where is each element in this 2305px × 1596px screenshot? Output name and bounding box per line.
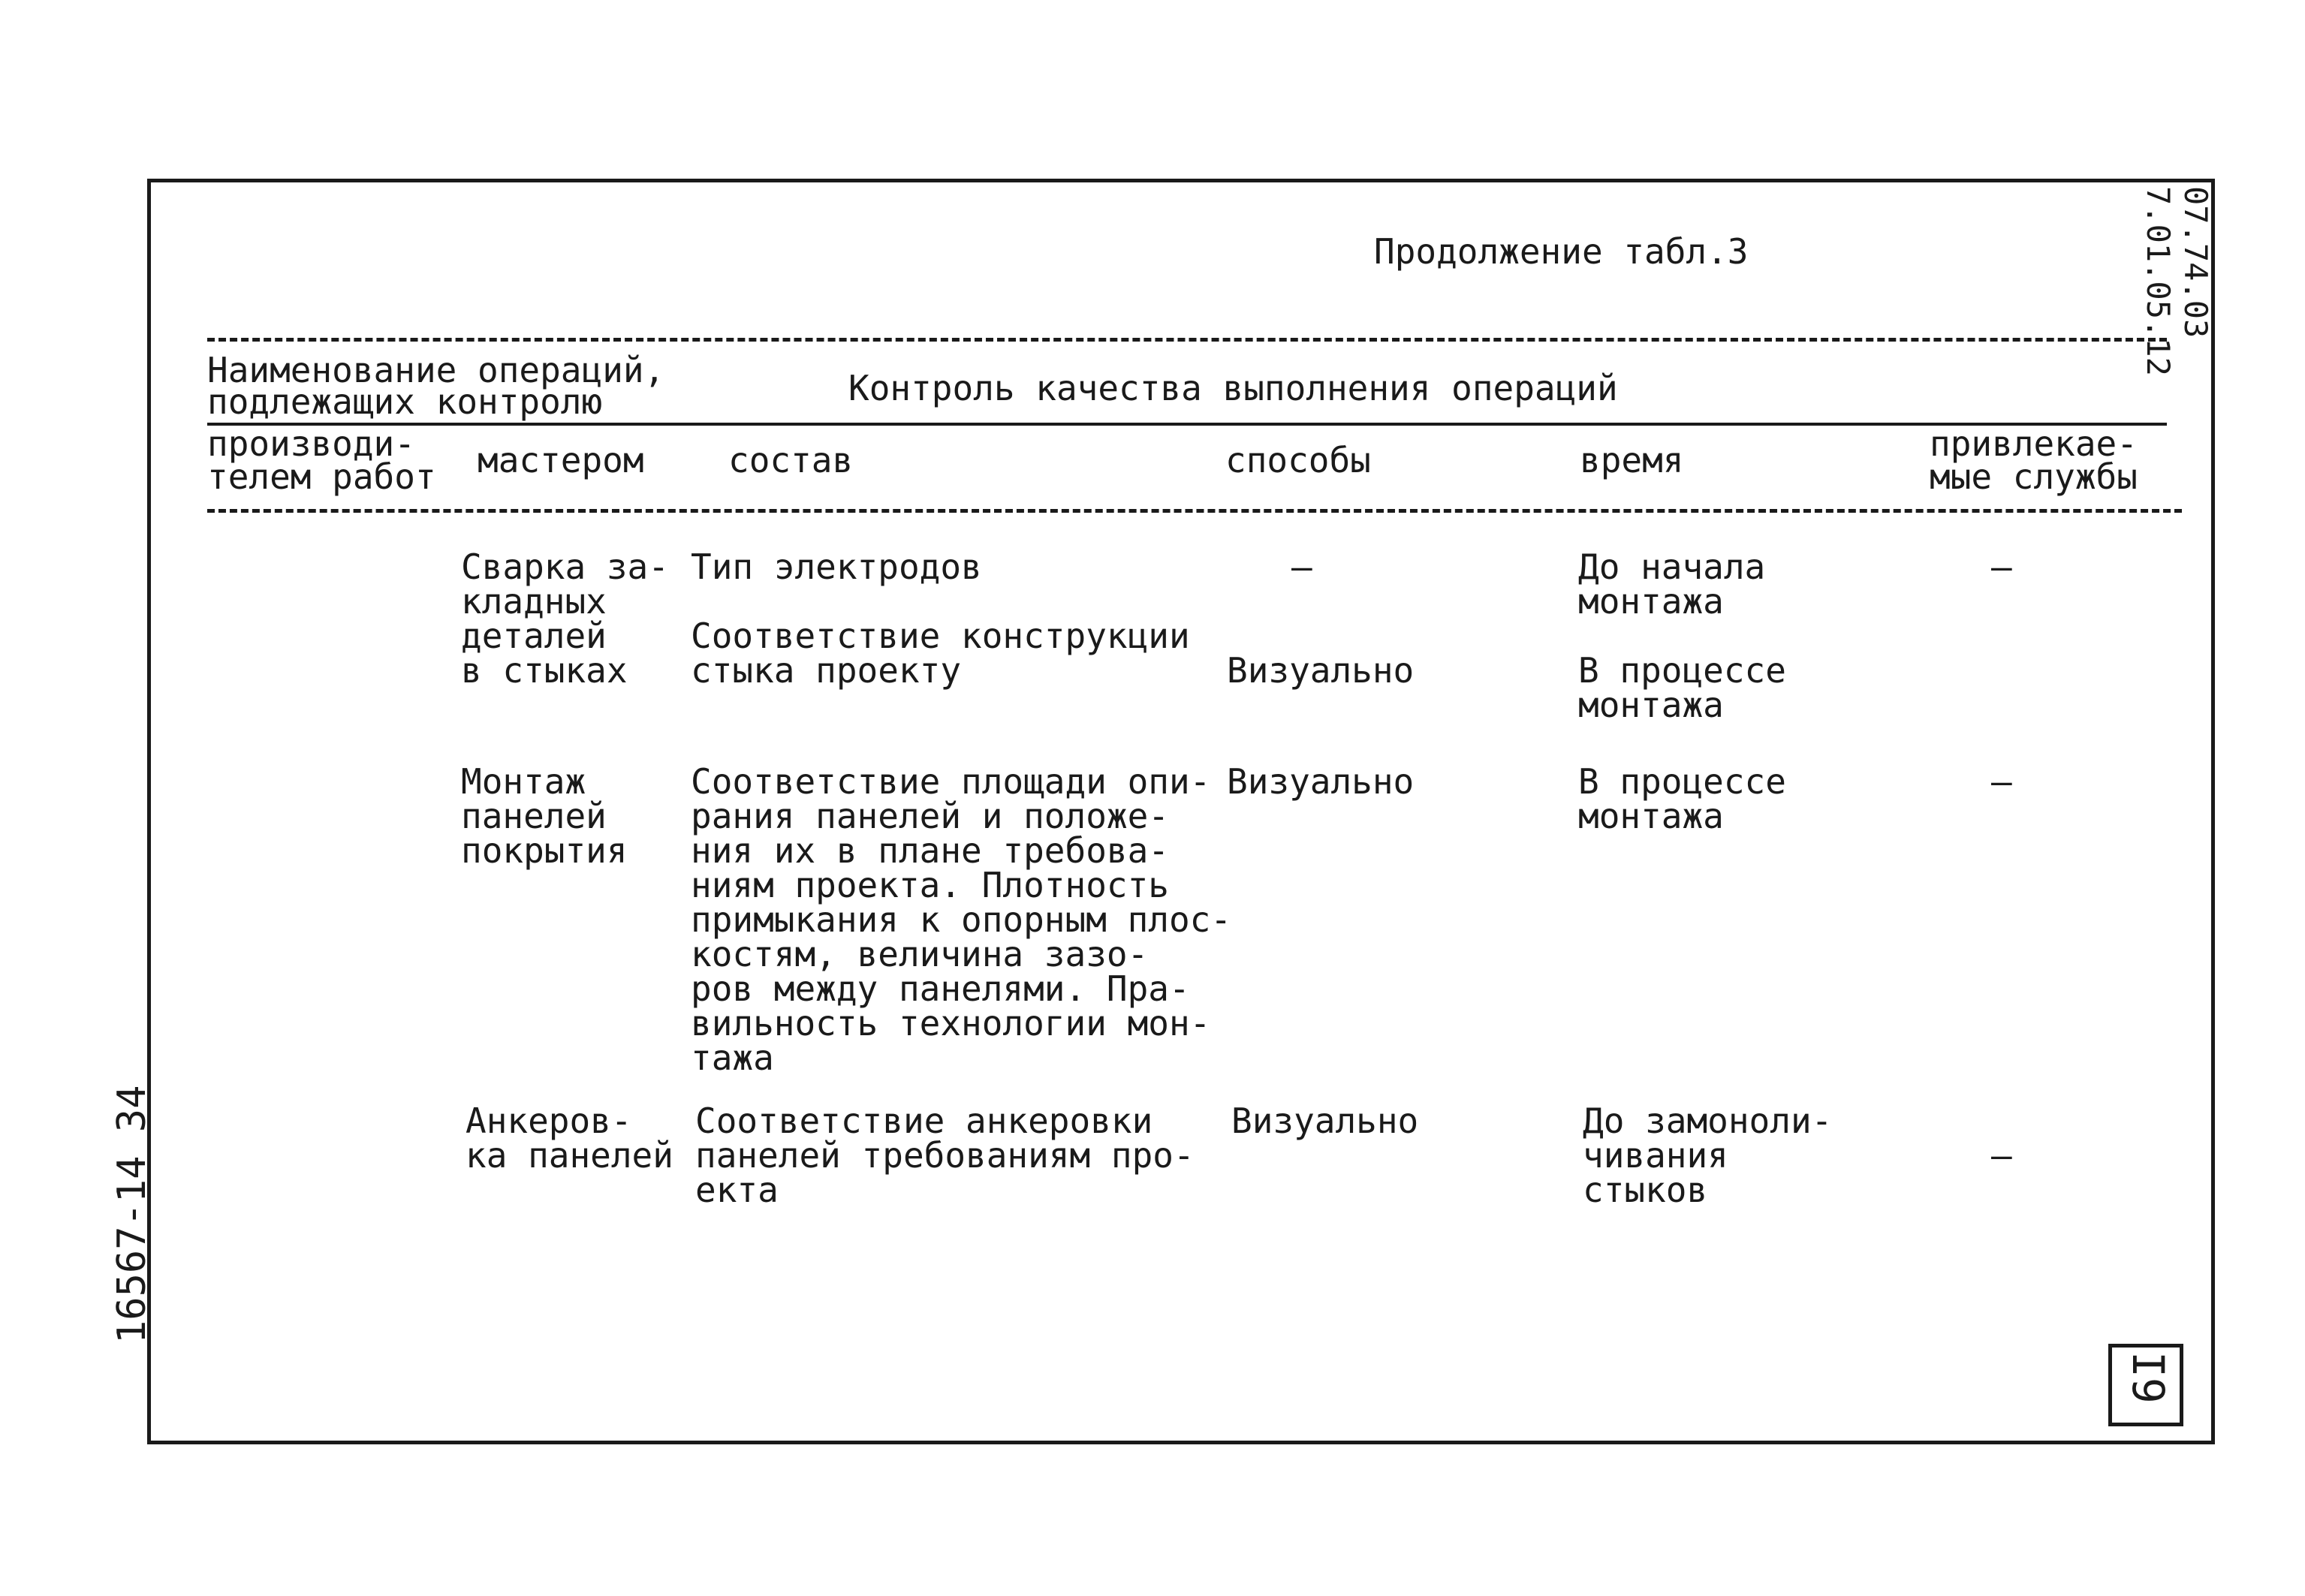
col-services-line2: мые службы (1930, 456, 2138, 497)
col-time: время (1580, 440, 1684, 480)
row3-composition-1: Соответствие анкеровки (695, 1101, 1153, 1141)
left-margin-code: 16567-14 34 (110, 1085, 155, 1344)
row1-method-1: – (1291, 547, 1312, 587)
row3-time-2: чивания (1583, 1135, 1728, 1176)
row1-composition2-2: стыка проекту (691, 650, 962, 691)
row2-composition-6: костям, величина зазо- (691, 934, 1149, 974)
col-by-master: мастером (478, 440, 644, 480)
row2-composition-4: ниям проекта. Плотность (691, 865, 1169, 905)
row2-composition-8: вильность технологии мон- (691, 1003, 1211, 1043)
row2-master-2: панелей (461, 796, 607, 836)
continuation-title: Продолжение табл.3 (1374, 231, 1749, 272)
row2-composition-1: Соответствие площади опи- (691, 761, 1211, 802)
row3-method: Визуально (1231, 1101, 1419, 1141)
row2-composition-3: ния их в плане требова- (691, 830, 1169, 871)
row2-composition-7: ров между панелями. Пра- (691, 968, 1190, 1009)
row2-services: – (1991, 761, 2012, 802)
col-quality-control: Контроль качества выполнения операций (848, 368, 1618, 408)
col-methods: способы (1225, 440, 1371, 480)
row1-time2-2: монтажа (1578, 685, 1724, 725)
row1-time1-2: монтажа (1578, 581, 1724, 622)
row1-services: – (1991, 547, 2012, 587)
row2-composition-2: рания панелей и положе- (691, 796, 1169, 836)
row1-composition2-1: Соответствие конструкции (691, 616, 1190, 656)
row2-composition-9: тажа (691, 1037, 774, 1078)
row3-services: – (1991, 1135, 2012, 1176)
row3-time-3: стыков (1583, 1170, 1708, 1210)
row2-composition-5: примыкания к опорным плос- (691, 899, 1232, 940)
col-by-performer-line2: телем работ (207, 456, 436, 497)
col-operation-name-line1: Наименование операций, (207, 350, 665, 390)
header-bottom-dashed-rule (207, 509, 2182, 513)
row1-composition-1: Тип электродов (691, 547, 982, 587)
row3-master-2: ка панелей (466, 1135, 673, 1176)
right-margin-code-2: 7.01.05.12 (2140, 186, 2177, 376)
row1-method-2: Визуально (1227, 650, 1415, 691)
col-operation-name-line2: подлежащих контролю (207, 381, 603, 422)
row1-master-4: в стыках (461, 650, 628, 691)
col-composition: состав (728, 440, 854, 480)
header-separator (207, 423, 2167, 426)
col-services-line1: привлекае- (1930, 423, 2138, 464)
row1-master-2: кладных (461, 581, 607, 622)
row1-master-3: деталей (461, 616, 607, 656)
top-dashed-rule (207, 338, 2167, 342)
row2-time-1: В процессе (1578, 761, 1786, 802)
row3-time-1: До замоноли- (1583, 1101, 1833, 1141)
row2-master-1: Монтаж (461, 761, 586, 802)
row2-method: Визуально (1227, 761, 1415, 802)
right-margin-code-1: 07.74.03 (2177, 186, 2214, 339)
row1-time1-1: До начала (1578, 547, 1766, 587)
row1-master-1: Сварка за- (461, 547, 669, 587)
row2-time-2: монтажа (1578, 796, 1724, 836)
page-number: I9 (2123, 1351, 2174, 1404)
col-by-performer-line1: производи- (207, 423, 415, 464)
row1-time2-1: В процессе (1578, 650, 1786, 691)
row3-composition-2: панелей требованиям про- (695, 1135, 1195, 1176)
row3-composition-3: екта (695, 1170, 779, 1210)
row3-master-1: Анкеров- (466, 1101, 632, 1141)
row2-master-3: покрытия (461, 830, 628, 871)
